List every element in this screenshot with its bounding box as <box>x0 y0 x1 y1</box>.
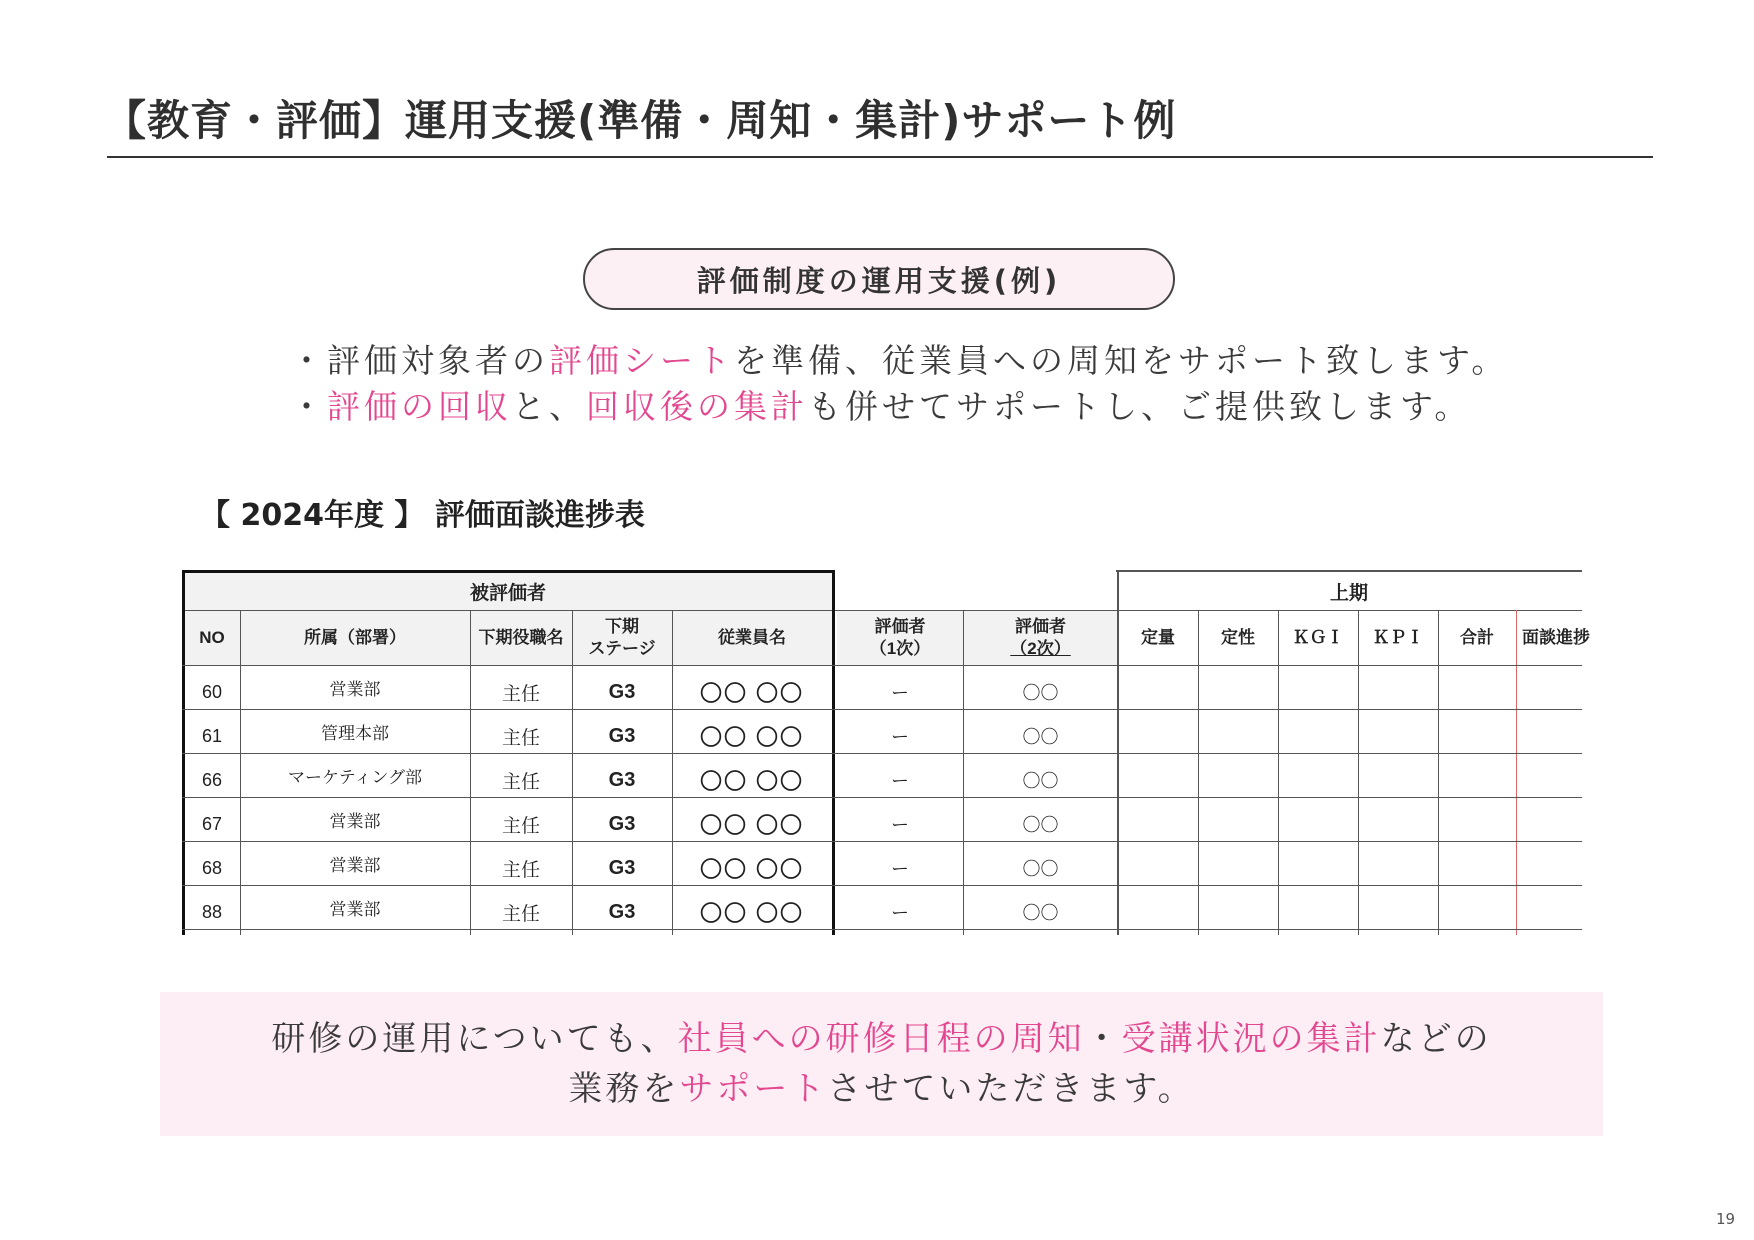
grid-line <box>182 841 1582 842</box>
col-header-evaluator-1-line1: 評価者 <box>874 616 926 636</box>
col-header-stage-line2: ステージ <box>588 638 656 658</box>
cell-evaluator-2: 〇〇 <box>1022 815 1059 835</box>
col-header-quantitative: 定量 <box>1141 627 1175 647</box>
grid-line <box>182 709 1582 710</box>
grid-line <box>182 753 1582 754</box>
sheet-title: 【 2024年度 】 評価面談進捗表 <box>200 498 645 533</box>
cell-role: 主任 <box>501 859 540 881</box>
bullet-line-1 <box>290 338 1508 384</box>
col-header-evaluator-2-line1: 評価者 <box>1015 616 1066 636</box>
cell-stage: G3 <box>608 680 636 703</box>
section-pill: 評価制度の運用支援(例) <box>583 248 1175 310</box>
col-header-evaluator-1-line2: （1次） <box>869 638 931 658</box>
grid-line <box>572 610 573 935</box>
grid-line <box>182 929 1582 930</box>
table-row <box>182 885 1582 929</box>
cell-evaluator-2: 〇〇 <box>1022 903 1059 923</box>
bullet-highlight: 回収後の集計 <box>586 387 808 426</box>
col-header-total: 合計 <box>1460 627 1494 647</box>
page-title: 【教育・評価】運用支援(準備・周知・集計)サポート例 <box>104 96 1177 145</box>
bullet-highlight: 評価の回収 <box>327 387 512 426</box>
cell-no: 66 <box>201 769 223 790</box>
grid-line <box>240 610 241 935</box>
progress-table <box>182 570 1590 935</box>
cell-employee-name: 〇〇 〇〇 <box>699 680 805 706</box>
banner-text: などの <box>1380 1019 1492 1059</box>
cell-role: 主任 <box>501 771 540 793</box>
group-header-first-half <box>1116 572 1582 610</box>
col-header-stage-line1: 下期 <box>605 616 639 636</box>
col-header-name: 従業員名 <box>672 610 832 665</box>
grid-line <box>182 665 1582 666</box>
grid-line <box>835 610 1118 611</box>
cell-role: 主任 <box>501 815 540 837</box>
cell-no: 88 <box>201 901 223 922</box>
cell-stage: G3 <box>608 812 636 835</box>
cell-dept: 管理本部 <box>321 724 389 743</box>
cell-employee-name: 〇〇 〇〇 <box>699 900 805 926</box>
cell-employee-name: 〇〇 〇〇 <box>699 812 805 838</box>
cell-role: 主任 <box>501 903 540 925</box>
group-header-evaluatee <box>184 572 832 610</box>
banner-text: 研修の運用についても、 <box>271 1019 678 1059</box>
cell-evaluator-1: ー <box>891 683 909 703</box>
banner-line-2 <box>568 1064 1194 1114</box>
grid-line <box>1198 610 1199 935</box>
grid-line <box>963 610 964 935</box>
banner-text: させていただきます。 <box>827 1069 1195 1109</box>
banner-highlight: サポート <box>679 1069 828 1109</box>
cell-evaluator-1: ー <box>891 727 909 747</box>
grid-line <box>1278 610 1279 935</box>
cell-dept: 営業部 <box>329 812 381 831</box>
grid-line <box>672 610 673 935</box>
group-header-evaluatee-label: 被評価者 <box>469 582 546 604</box>
cell-evaluator-1: ー <box>891 859 909 879</box>
bullet-text: を準備、従業員への周知をサポート致します。 <box>734 341 1509 380</box>
grid-line <box>470 610 471 935</box>
grid-line <box>182 797 1582 798</box>
cell-employee-name: 〇〇 〇〇 <box>699 768 805 794</box>
cell-evaluator-2: 〇〇 <box>1022 859 1059 879</box>
banner-text: ・ <box>1084 1019 1122 1059</box>
col-header-qualitative: 定性 <box>1221 627 1255 647</box>
cell-no: 61 <box>201 725 223 746</box>
bullet-text: と、 <box>512 387 586 426</box>
cell-evaluator-2: 〇〇 <box>1022 771 1059 791</box>
grid-line <box>182 885 1582 886</box>
table-row <box>182 797 1582 841</box>
bullet-highlight: 評価シート <box>549 341 734 380</box>
cell-evaluator-1: ー <box>891 815 909 835</box>
col-header-stage <box>572 610 672 665</box>
col-header-evaluator-2 <box>963 610 1118 665</box>
table-row <box>182 841 1582 885</box>
page-number: 19 <box>1716 1210 1736 1228</box>
cell-stage: G3 <box>608 900 636 923</box>
cell-no: 60 <box>201 681 223 702</box>
col-header-dept: 所属（部署） <box>240 610 470 665</box>
cell-evaluator-1: ー <box>891 771 909 791</box>
banner-text: 業務を <box>568 1069 680 1109</box>
table-row <box>182 709 1582 753</box>
bullet-text: 評価対象者の <box>327 341 549 380</box>
bullet-marker: ・ <box>290 341 327 380</box>
cell-evaluator-2: 〇〇 <box>1022 683 1059 703</box>
col-header-evaluator-2-line2: （2次） <box>1010 638 1071 658</box>
bullet-list <box>290 338 1508 430</box>
bullet-marker: ・ <box>290 387 327 426</box>
cell-dept: 営業部 <box>329 900 381 919</box>
col-header-evaluator-1 <box>837 610 963 665</box>
col-header-role: 下期役職名 <box>470 610 572 665</box>
banner-line-1 <box>271 1014 1491 1064</box>
grid-line <box>1358 610 1359 935</box>
title-divider <box>107 156 1653 158</box>
cell-stage: G3 <box>608 724 636 747</box>
grid-line <box>1116 570 1582 572</box>
grid-line <box>182 570 834 573</box>
cell-employee-name: 〇〇 〇〇 <box>699 856 805 882</box>
cell-stage: G3 <box>608 856 636 879</box>
col-header-interview-progress: 面談進捗 <box>1522 627 1590 647</box>
grid-line <box>1116 610 1582 611</box>
bullet-text: も併せてサポートし、ご提供致します。 <box>808 387 1472 426</box>
col-header-kpi: ＫＰＩ <box>1372 627 1424 647</box>
grid-line <box>182 610 834 611</box>
col-header-no: NO <box>184 610 240 665</box>
cell-employee-name: 〇〇 〇〇 <box>699 724 805 750</box>
cell-role: 主任 <box>501 727 540 749</box>
banner-highlight: 受講状況の集計 <box>1121 1019 1381 1059</box>
cell-stage: G3 <box>608 768 636 791</box>
cell-no: 67 <box>201 813 223 834</box>
table-row <box>182 665 1582 709</box>
table-row <box>182 753 1582 797</box>
summary-banner <box>160 992 1603 1136</box>
cell-role: 主任 <box>501 683 540 705</box>
col-header-kgi: ＫＧＩ <box>1292 627 1344 647</box>
cell-dept: 営業部 <box>329 856 381 875</box>
cell-dept: 営業部 <box>329 680 381 699</box>
cell-no: 68 <box>201 857 223 878</box>
group-header-first-half-label: 上期 <box>1329 582 1368 604</box>
cell-evaluator-2: 〇〇 <box>1022 727 1059 747</box>
grid-line <box>1438 610 1439 935</box>
cell-evaluator-1: ー <box>891 903 909 923</box>
banner-highlight: 社員への研修日程の周知 <box>677 1019 1085 1059</box>
grid-line <box>1516 610 1517 935</box>
bullet-line-2 <box>290 384 1508 430</box>
cell-dept: マーケティング部 <box>288 768 422 787</box>
